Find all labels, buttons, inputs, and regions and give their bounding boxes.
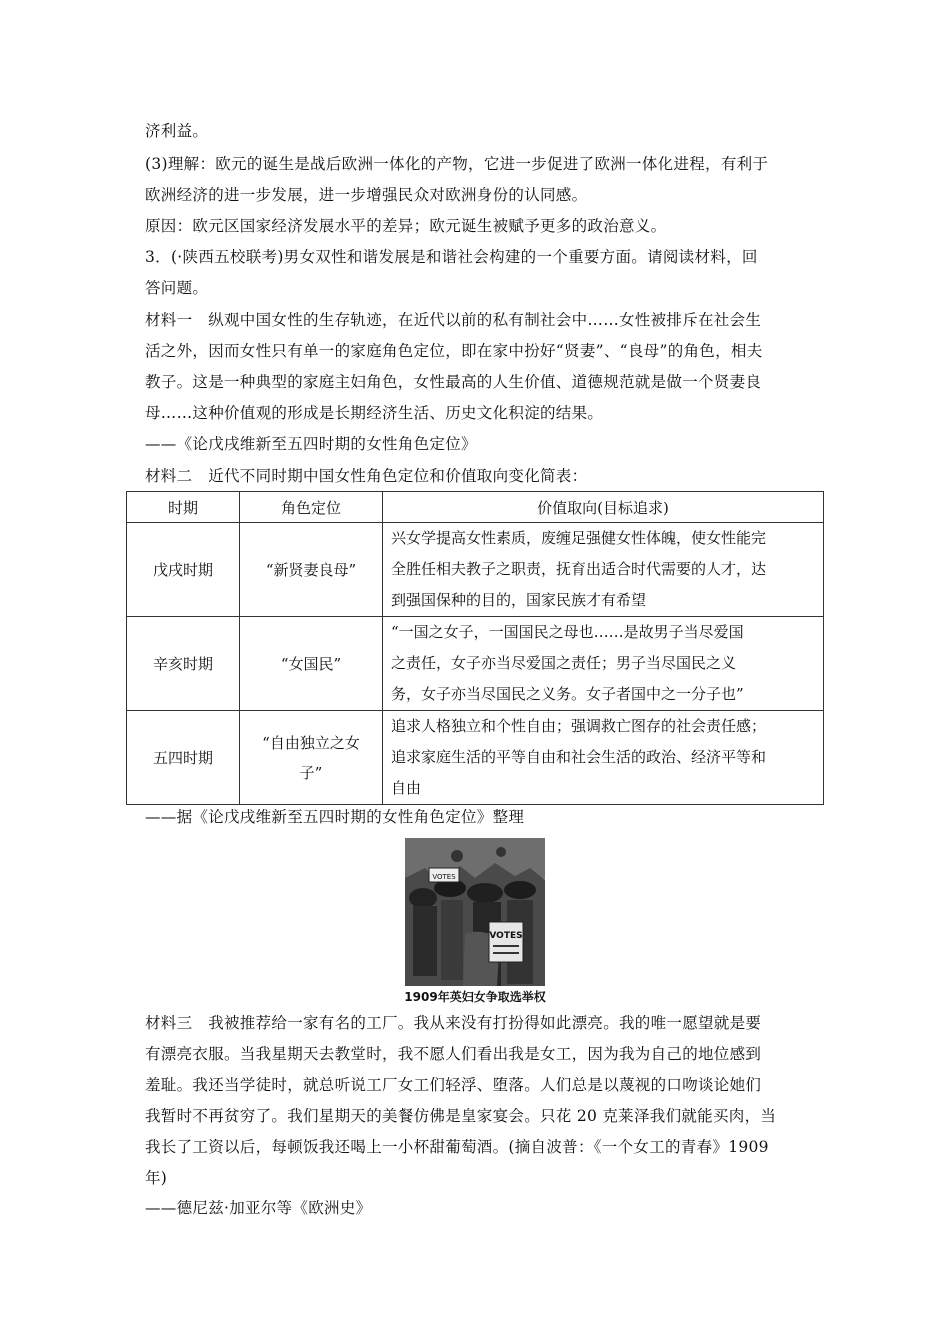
header-period: 时期 [127, 492, 240, 523]
text-line: 答问题。 [145, 279, 209, 297]
text-line: 欧洲经济的进一步发展，进一步增强民众对欧洲身份的认同感。 [145, 186, 588, 204]
table-row [127, 617, 824, 711]
text-line: 原因：欧元区国家经济发展水平的差异；欧元诞生被赋予更多的政治意义。 [145, 217, 667, 235]
table-header-row [127, 492, 824, 523]
material-1-source: ——《论戊戌维新至五四时期的女性角色定位》 [145, 435, 477, 453]
material-3-line: 有漂亮衣服。当我星期天去教堂时，我不愿人们看出我是女工，因为我为自己的地位感到 [145, 1045, 762, 1063]
suffrage-photo [405, 838, 545, 986]
material-3-line: 年) [145, 1169, 168, 1187]
material-1-line: 活之外，因而女性只有单一的家庭角色定位，即在家中扮好“贤妻”、“良母”的角色，相夫 [145, 342, 763, 360]
role-cell [240, 711, 383, 805]
value-line: 全胜任相夫教子之职责，抚育出适合时代需要的人才，达 [391, 560, 767, 578]
table-row [127, 711, 824, 805]
value-line: 追求人格独立和个性自由；强调救亡图存的社会责任感； [391, 717, 767, 735]
placard-text: VOTES [489, 931, 523, 941]
protest-sign-text: VOTES [432, 873, 456, 881]
value-line: 追求家庭生活的平等自由和社会生活的政治、经济平等和 [391, 748, 767, 766]
material-3-source: ——德尼兹·加亚尔等《欧洲史》 [145, 1199, 372, 1217]
value-line: 兴女学提高女性素质，废缠足强健女性体魄，使女性能完 [391, 529, 767, 547]
value-line: 务，女子亦当尽国民之义务。女子者国中之一分子也” [391, 685, 744, 703]
value-line: 之责任，女子亦当尽爱国之责任；男子当尽国民之义 [391, 654, 737, 672]
material-1-line: 教子。这是一种典型的家庭主妇角色，女性最高的人生价值、道德规范就是做一个贤妻良 [145, 373, 762, 391]
role-line: 子” [299, 763, 323, 782]
header-value: 价值取向(目标追求) [383, 492, 824, 523]
role-cell: “新贤妻良母” [240, 523, 383, 617]
question-3-stem: 3．(·陕西五校联考)男女双性和谐发展是和谐社会构建的一个重要方面。请阅读材料，回 [145, 248, 758, 266]
role-line: “自由独立之女 [262, 733, 360, 752]
material-1-line: 材料一 纵观中国女性的生存轨迹，在近代以前的私有制社会中……女性被排斥在社会生 [145, 311, 762, 329]
header-role: 角色定位 [240, 492, 383, 523]
text-line: 济利益。 [145, 122, 209, 140]
value-line: “一国之女子，一国国民之母也……是故男子当尽爱国 [391, 623, 744, 641]
text-line: (3)理解：欧元的诞生是战后欧洲一体化的产物，它进一步促进了欧洲一体化进程，有利于 [145, 155, 769, 173]
material-2-intro: 材料二 近代不同时期中国女性角色定位和价值取向变化简表： [145, 467, 588, 485]
value-cell [383, 523, 824, 617]
value-cell [383, 711, 824, 805]
table-source: ——据《论戊戌维新至五四时期的女性角色定位》整理 [145, 808, 525, 826]
material-3-line: 材料三 我被推荐给一家有名的工厂。我从来没有打扮得如此漂亮。我的唯一愿望就是要 [145, 1014, 762, 1032]
table-row [127, 523, 824, 617]
material-3-line: 羞耻。我还当学徒时，就总听说工厂女工们轻浮、堕落。人们总是以蔑视的口吻谈论她们 [145, 1076, 762, 1094]
material-1-line: 母……这种价值观的形成是长期经济生活、历史文化积淀的结果。 [145, 404, 604, 422]
material-3-line: 我长了工资以后，每顿饭我还喝上一小杯甜葡萄酒。(摘自波普：《一个女工的青春》1909 [145, 1138, 769, 1156]
material-3-line: 我暂时不再贫穷了。我们星期天的美餐仿佛是皇家宴会。只花 20 克莱泽我们就能买肉，当 [145, 1107, 777, 1125]
value-cell [383, 617, 824, 711]
period-cell: 戊戌时期 [127, 523, 240, 617]
value-line: 到强国保种的目的，国家民族才有希望 [391, 591, 647, 609]
period-cell: 辛亥时期 [127, 617, 240, 711]
photo-caption: 1909年英妇女争取选举权 [404, 990, 546, 1004]
role-cell: “女国民” [240, 617, 383, 711]
women-role-table [126, 491, 824, 805]
period-cell: 五四时期 [127, 711, 240, 805]
value-line: 自由 [391, 779, 422, 797]
